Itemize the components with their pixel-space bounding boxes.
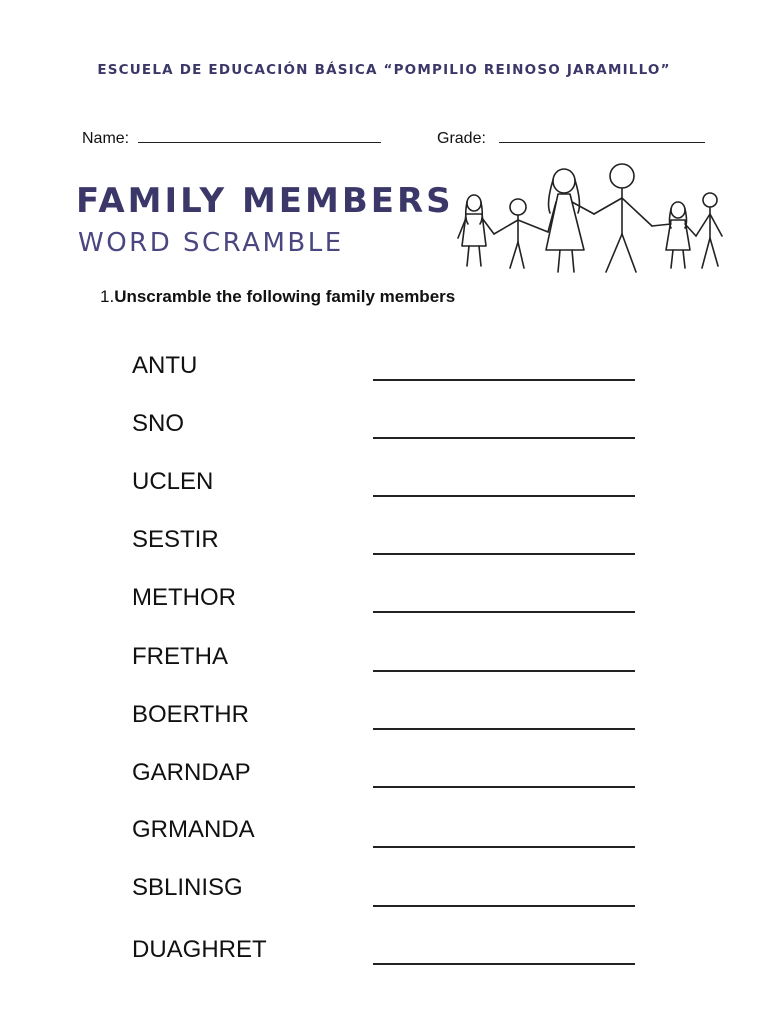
answer-field[interactable] (373, 670, 635, 672)
scrambled-word: DUAGHRET (132, 936, 267, 963)
answer-field[interactable] (373, 553, 635, 555)
name-label: Name: (82, 130, 130, 147)
answer-field[interactable] (373, 611, 635, 613)
scrambled-word: FRETHA (132, 643, 228, 670)
school-header: ESCUELA DE EDUCACIÓN BÁSICA “POMPILIO REINOSO JARAMILLO” (97, 62, 671, 78)
list-item (0, 936, 768, 986)
list-item (0, 468, 768, 518)
answer-field[interactable] (373, 495, 635, 497)
list-item (0, 410, 768, 460)
answer-field[interactable] (373, 905, 635, 907)
page-subtitle: WORD SCRAMBLE (78, 228, 344, 258)
family-holding-hands-icon (452, 158, 732, 278)
answer-field[interactable] (373, 437, 635, 439)
grade-label: Grade: (437, 130, 486, 147)
list-item (0, 352, 768, 402)
list-item (0, 874, 768, 924)
list-item (0, 643, 768, 693)
scrambled-word: BOERTHR (132, 701, 249, 728)
page-title: FAMILY MEMBERS (76, 181, 454, 221)
answer-field[interactable] (373, 728, 635, 730)
list-item (0, 759, 768, 809)
scrambled-word: SESTIR (132, 526, 219, 553)
list-item (0, 701, 768, 751)
scrambled-word: SNO (132, 410, 185, 437)
scrambled-word: GARNDAP (132, 759, 251, 786)
grade-field[interactable] (499, 142, 705, 143)
instruction-number: 1. (100, 287, 115, 306)
answer-field[interactable] (373, 379, 635, 381)
scrambled-word: ANTU (132, 352, 198, 379)
name-field[interactable] (138, 142, 381, 143)
list-item (0, 526, 768, 576)
scrambled-word: GRMANDA (132, 816, 255, 843)
answer-field[interactable] (373, 963, 635, 965)
list-item (0, 584, 768, 634)
answer-field[interactable] (373, 846, 635, 848)
scrambled-word: METHOR (132, 584, 236, 611)
instruction-text: Unscramble the following family members (114, 287, 456, 306)
answer-field[interactable] (373, 786, 635, 788)
scrambled-word: UCLEN (132, 468, 214, 495)
list-item (0, 816, 768, 866)
scrambled-word: SBLINISG (132, 874, 243, 901)
instruction (100, 287, 455, 307)
